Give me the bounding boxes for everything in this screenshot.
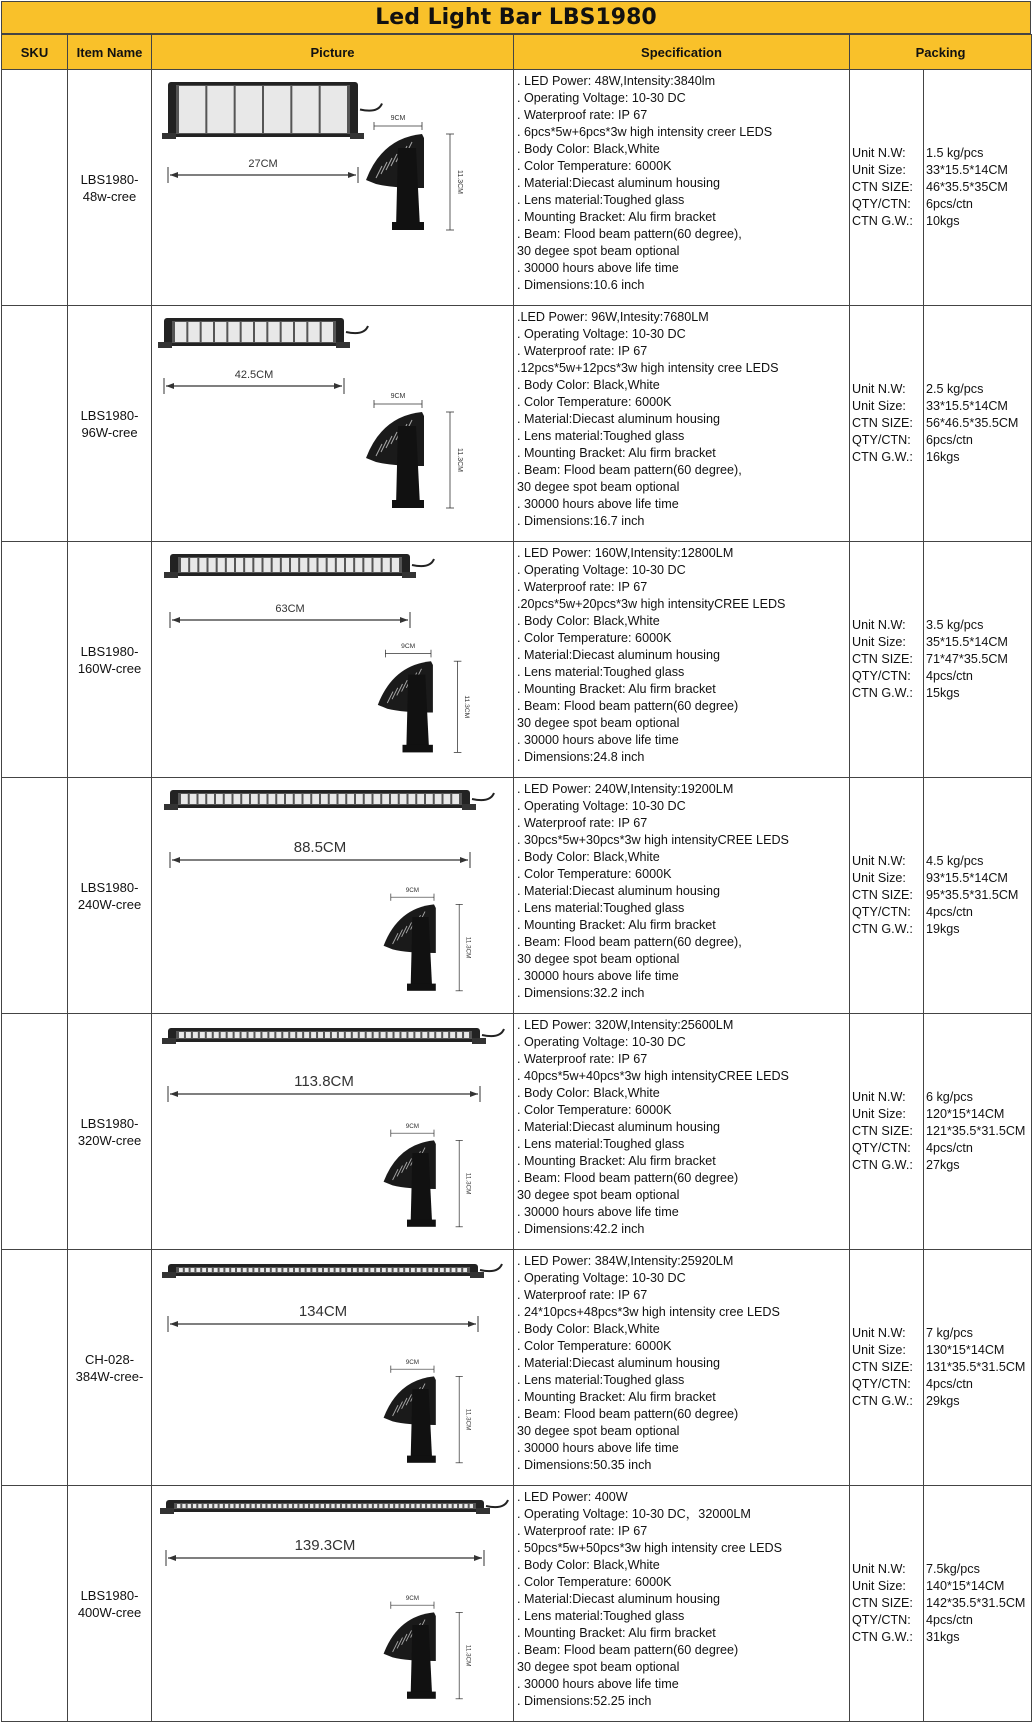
length-label: 63CM (275, 603, 305, 615)
picture-cell (152, 542, 514, 778)
spec-line: . Operating Voltage: 10-30 DC (517, 799, 686, 813)
spec-line: .20pcs*5w+20pcs*3w high intensityCREE LEDS (517, 597, 786, 611)
spec-line: . Dimensions:32.2 inch (517, 986, 645, 1000)
packing-label: CTN SIZE: (852, 652, 913, 666)
item-name-line: 48w-cree (82, 188, 137, 204)
packing-value: 16kgs (926, 450, 960, 464)
spec-line: . Dimensions:16.7 inch (517, 514, 645, 528)
spec-line: .LED Power: 96W,Intesity:7680LM (517, 310, 709, 324)
bracket-side-view-icon (384, 1359, 472, 1463)
header-specification: Specification (514, 35, 850, 70)
spec-line: . 24*10pcs+48pcs*3w high intensity cree LEDS (517, 1305, 780, 1319)
spec-line: . Operating Voltage: 10-30 DC，32000LM (517, 1507, 751, 1521)
packing-value: 56*46.5*35.5CM (926, 416, 1019, 430)
packing-label: Unit N.W: (852, 854, 906, 868)
packing-label: CTN G.W.: (852, 922, 913, 936)
packing-value: 46*35.5*35CM (926, 180, 1008, 194)
table-row (2, 1486, 1032, 1722)
spec-line: 30 degee spot beam optional (517, 1188, 680, 1202)
packing-label: Unit Size: (852, 1107, 906, 1121)
spec-line: . Dimensions:52.25 inch (517, 1694, 652, 1708)
packing-label: CTN SIZE: (852, 888, 913, 902)
spec-line: . Beam: Flood beam pattern(60 degree), (517, 227, 742, 241)
spec-line: . Color Temperature: 6000K (517, 867, 672, 881)
packing-label: Unit N.W: (852, 1562, 906, 1576)
light-bar-drawing (152, 778, 512, 1008)
spec-line: . Operating Voltage: 10-30 DC (517, 327, 686, 341)
packing-label: Unit N.W: (852, 382, 906, 396)
bracket-height-label: 11.3CM (463, 695, 471, 719)
spec-line: . Beam: Flood beam pattern(60 degree), (517, 935, 742, 949)
item-name-cell (68, 778, 152, 1014)
sheet-title: Led Light Bar LBS1980 (1, 1, 1031, 34)
item-name-line: 240W-cree (77, 896, 142, 912)
light-bar-drawing (152, 1250, 512, 1480)
sku-cell (2, 1250, 68, 1486)
spec-line: 30 degee spot beam optional (517, 1424, 680, 1438)
packing-value: 93*15.5*14CM (926, 871, 1008, 885)
item-name-cell (68, 1486, 152, 1722)
bracket-width-label: 9CM (405, 886, 420, 894)
picture-cell (152, 70, 514, 306)
spec-line: . Color Temperature: 6000K (517, 1103, 672, 1117)
specification-cell (514, 542, 850, 778)
bracket-side-view-icon (378, 643, 470, 753)
length-dimension (166, 1537, 484, 1566)
spec-line: . Beam: Flood beam pattern(60 degree) (517, 1407, 739, 1421)
item-name-line: 96W-cree (81, 424, 138, 440)
packing-labels-cell (850, 1250, 924, 1486)
spec-line: . Material:Diecast aluminum housing (517, 1356, 720, 1370)
spec-line: . LED Power: 400W (517, 1490, 628, 1504)
spec-line: . Operating Voltage: 10-30 DC (517, 1035, 686, 1049)
packing-value: 120*15*14CM (926, 1107, 1005, 1121)
light-bar-icon (164, 790, 494, 810)
light-bar-icon (158, 318, 368, 348)
packing-value: 3.5 kg/pcs (926, 618, 984, 632)
header-packing: Packing (850, 35, 1032, 70)
length-dimension (168, 1073, 480, 1102)
light-bar-icon (162, 1264, 502, 1278)
spec-line: . 30000 hours above life time (517, 497, 679, 511)
item-name-line: 320W-cree (77, 1132, 142, 1148)
item-name-line: LBS1980- (80, 1115, 139, 1131)
spec-line: . 30pcs*5w+30pcs*3w high intensityCREE LEDS (517, 833, 789, 847)
spec-line: . Material:Diecast aluminum housing (517, 412, 720, 426)
packing-value: 10kgs (926, 214, 960, 228)
item-name-cell (68, 306, 152, 542)
spec-line: . Waterproof rate: IP 67 (517, 816, 648, 830)
spec-line: . Mounting Bracket: Alu firm bracket (517, 1626, 716, 1640)
packing-values-cell (924, 306, 1032, 542)
spec-line: . Waterproof rate: IP 67 (517, 344, 648, 358)
packing-label: CTN SIZE: (852, 180, 913, 194)
length-label: 42.5CM (234, 369, 274, 381)
bracket-height-label: 11.3CM (464, 1644, 472, 1667)
packing-labels-cell (850, 306, 924, 542)
spec-line: . Color Temperature: 6000K (517, 1575, 672, 1589)
bracket-side-view-icon (384, 1595, 472, 1699)
spec-line: . LED Power: 384W,Intensity:25920LM (517, 1254, 734, 1268)
spec-line: . Lens material:Toughed glass (517, 665, 685, 679)
bracket-width-label: 9CM (390, 393, 406, 400)
spec-line: . 30000 hours above life time (517, 261, 679, 275)
spec-line: . Material:Diecast aluminum housing (517, 884, 720, 898)
sku-cell (2, 1014, 68, 1250)
bracket-height-label: 11.3CM (456, 448, 463, 472)
spec-line: 30 degee spot beam optional (517, 480, 680, 494)
packing-values-cell (924, 70, 1032, 306)
packing-label: Unit Size: (852, 635, 906, 649)
picture-cell (152, 1486, 514, 1722)
spec-line: . Body Color: Black,White (517, 142, 660, 156)
spec-line: . 30000 hours above life time (517, 1677, 679, 1691)
packing-value: 140*15*14CM (926, 1579, 1005, 1593)
spec-line: . LED Power: 320W,Intensity:25600LM (517, 1018, 734, 1032)
spec-line: . Waterproof rate: IP 67 (517, 1052, 648, 1066)
length-label: 113.8CM (294, 1073, 354, 1090)
item-name-line: LBS1980- (80, 407, 139, 423)
packing-label: Unit Size: (852, 1343, 906, 1357)
packing-label: CTN SIZE: (852, 1360, 913, 1374)
packing-label: QTY/CTN: (852, 197, 911, 211)
packing-label: QTY/CTN: (852, 1141, 911, 1155)
packing-value: 29kgs (926, 1394, 960, 1408)
packing-value: 4pcs/ctn (926, 905, 973, 919)
spec-line: . Beam: Flood beam pattern(60 degree) (517, 1643, 739, 1657)
packing-label: CTN G.W.: (852, 450, 913, 464)
spec-line: . Mounting Bracket: Alu firm bracket (517, 1154, 716, 1168)
spec-line: . Body Color: Black,White (517, 1086, 660, 1100)
bracket-height-label: 11.3CM (464, 936, 472, 959)
spec-line: . Color Temperature: 6000K (517, 1339, 672, 1353)
bracket-height-label: 11.3CM (464, 1172, 472, 1195)
item-name-line: LBS1980- (80, 171, 139, 187)
spec-line: . 30000 hours above life time (517, 1205, 679, 1219)
spec-line: . Beam: Flood beam pattern(60 degree) (517, 699, 739, 713)
packing-value: 35*15.5*14CM (926, 635, 1008, 649)
spec-line: . Material:Diecast aluminum housing (517, 648, 720, 662)
packing-label: CTN G.W.: (852, 1630, 913, 1644)
packing-label: CTN G.W.: (852, 1394, 913, 1408)
spec-line: 30 degee spot beam optional (517, 716, 680, 730)
packing-label: QTY/CTN: (852, 905, 911, 919)
spec-line: . LED Power: 48W,Intensity:3840lm (517, 74, 716, 88)
spec-line: . Lens material:Toughed glass (517, 429, 685, 443)
bracket-side-view-icon (384, 887, 472, 991)
packing-value: 130*15*14CM (926, 1343, 1005, 1357)
packing-label: Unit N.W: (852, 1326, 906, 1340)
bracket-width-label: 9CM (405, 1594, 420, 1602)
bracket-side-view-icon (366, 393, 463, 508)
packing-label: CTN SIZE: (852, 1124, 913, 1138)
item-name-cell (68, 1250, 152, 1486)
packing-values-cell (924, 778, 1032, 1014)
spec-line: . Material:Diecast aluminum housing (517, 1120, 720, 1134)
spec-line: . Dimensions:24.8 inch (517, 750, 645, 764)
spec-line: . Operating Voltage: 10-30 DC (517, 563, 686, 577)
table-row (2, 1250, 1032, 1486)
spec-line: . Mounting Bracket: Alu firm bracket (517, 446, 716, 460)
packing-value: 121*35.5*31.5CM (926, 1124, 1026, 1138)
spec-line: . Color Temperature: 6000K (517, 159, 672, 173)
packing-value: 4pcs/ctn (926, 1141, 973, 1155)
product-table (1, 34, 1032, 1722)
packing-label: QTY/CTN: (852, 1377, 911, 1391)
bracket-height-label: 11.3CM (464, 1408, 472, 1431)
bracket-width-label: 9CM (405, 1122, 420, 1130)
packing-value: 27kgs (926, 1158, 960, 1172)
packing-value: 7.5kg/pcs (926, 1562, 980, 1576)
packing-value: 6pcs/ctn (926, 433, 973, 447)
light-bar-drawing (152, 306, 512, 536)
spec-line: . 40pcs*5w+40pcs*3w high intensityCREE LEDS (517, 1069, 789, 1083)
packing-label: Unit Size: (852, 1579, 906, 1593)
packing-label: Unit Size: (852, 163, 906, 177)
light-bar-drawing (152, 1486, 512, 1716)
length-dimension (168, 1303, 478, 1332)
specification-cell (514, 1486, 850, 1722)
packing-label: QTY/CTN: (852, 669, 911, 683)
packing-labels-cell (850, 70, 924, 306)
spec-line: . Lens material:Toughed glass (517, 901, 685, 915)
picture-cell (152, 1250, 514, 1486)
light-bar-drawing (152, 70, 512, 300)
packing-label: Unit Size: (852, 399, 906, 413)
packing-value: 4pcs/ctn (926, 1613, 973, 1627)
packing-value: 6pcs/ctn (926, 197, 973, 211)
spec-line: . Body Color: Black,White (517, 378, 660, 392)
packing-value: 4pcs/ctn (926, 1377, 973, 1391)
table-row (2, 1014, 1032, 1250)
table-row (2, 306, 1032, 542)
packing-labels-cell (850, 1486, 924, 1722)
bracket-side-view-icon (384, 1123, 472, 1227)
spec-line: . Body Color: Black,White (517, 1558, 660, 1572)
spec-line: . Waterproof rate: IP 67 (517, 580, 648, 594)
packing-label: CTN G.W.: (852, 1158, 913, 1172)
header-item-name: Item Name (68, 35, 152, 70)
spec-line: . LED Power: 240W,Intensity:19200LM (517, 782, 734, 796)
header-picture: Picture (152, 35, 514, 70)
picture-cell (152, 1014, 514, 1250)
packing-value: 131*35.5*31.5CM (926, 1360, 1026, 1374)
spec-line: . Beam: Flood beam pattern(60 degree), (517, 463, 742, 477)
packing-label: CTN G.W.: (852, 214, 913, 228)
spec-line: . Color Temperature: 6000K (517, 631, 672, 645)
sku-cell (2, 778, 68, 1014)
picture-cell (152, 306, 514, 542)
sku-cell (2, 306, 68, 542)
spec-line: . Waterproof rate: IP 67 (517, 1524, 648, 1538)
spec-line: . Waterproof rate: IP 67 (517, 108, 648, 122)
length-label: 139.3CM (294, 1537, 356, 1554)
spec-line: 30 degee spot beam optional (517, 1660, 680, 1674)
light-bar-drawing (152, 1014, 512, 1244)
spec-line: . Lens material:Toughed glass (517, 1609, 685, 1623)
spec-line: . Dimensions:50.35 inch (517, 1458, 652, 1472)
packing-label: Unit N.W: (852, 618, 906, 632)
bracket-width-label: 9CM (405, 1358, 420, 1366)
packing-value: 6 kg/pcs (926, 1090, 973, 1104)
item-name-cell (68, 1014, 152, 1250)
length-dimension (164, 369, 344, 394)
spec-line: . 30000 hours above life time (517, 733, 679, 747)
packing-label: Unit N.W: (852, 146, 906, 160)
packing-values-cell (924, 542, 1032, 778)
packing-label: QTY/CTN: (852, 433, 911, 447)
spec-line: . Mounting Bracket: Alu firm bracket (517, 210, 716, 224)
packing-value: 71*47*35.5CM (926, 652, 1008, 666)
spec-line: . 6pcs*5w+6pcs*3w high intensity creer LEDS (517, 125, 773, 139)
table-row (2, 542, 1032, 778)
spec-line: . Dimensions:10.6 inch (517, 278, 645, 292)
spec-line: 30 degee spot beam optional (517, 244, 680, 258)
specification-cell (514, 1014, 850, 1250)
item-name-cell (68, 542, 152, 778)
specification-cell (514, 70, 850, 306)
packing-labels-cell (850, 1014, 924, 1250)
packing-value: 4pcs/ctn (926, 669, 973, 683)
picture-cell (152, 778, 514, 1014)
spec-line: . Operating Voltage: 10-30 DC (517, 91, 686, 105)
spec-line: . Body Color: Black,White (517, 1322, 660, 1336)
spec-line: . Operating Voltage: 10-30 DC (517, 1271, 686, 1285)
item-name-line: CH-028- (84, 1351, 135, 1367)
packing-label: Unit Size: (852, 871, 906, 885)
spec-line: . Material:Diecast aluminum housing (517, 176, 720, 190)
spec-line: . Lens material:Toughed glass (517, 1373, 685, 1387)
packing-value: 142*35.5*31.5CM (926, 1596, 1026, 1610)
packing-label: CTN G.W.: (852, 686, 913, 700)
table-row (2, 70, 1032, 306)
packing-labels-cell (850, 778, 924, 1014)
packing-label: CTN SIZE: (852, 1596, 913, 1610)
length-label: 88.5CM (293, 839, 347, 856)
bracket-height-label: 11.3CM (456, 170, 463, 194)
spec-line: . Mounting Bracket: Alu firm bracket (517, 918, 716, 932)
spec-line: . LED Power: 160W,Intensity:12800LM (517, 546, 734, 560)
packing-value: 31kgs (926, 1630, 960, 1644)
length-dimension (168, 158, 358, 183)
sku-cell (2, 542, 68, 778)
length-dimension (170, 839, 470, 868)
spec-line: . Mounting Bracket: Alu firm bracket (517, 1390, 716, 1404)
sku-cell (2, 1486, 68, 1722)
item-name-line: LBS1980- (80, 1587, 139, 1603)
packing-value: 15kgs (926, 686, 960, 700)
packing-value: 4.5 kg/pcs (926, 854, 984, 868)
spec-line: 30 degee spot beam optional (517, 952, 680, 966)
light-bar-drawing (152, 542, 512, 772)
packing-value: 33*15.5*14CM (926, 399, 1008, 413)
bracket-width-label: 9CM (390, 115, 406, 122)
specification-cell (514, 306, 850, 542)
light-bar-icon (162, 1028, 504, 1044)
item-name-line: LBS1980- (80, 643, 139, 659)
sku-cell (2, 70, 68, 306)
packing-value: 1.5 kg/pcs (926, 146, 984, 160)
packing-value: 19kgs (926, 922, 960, 936)
table-row (2, 778, 1032, 1014)
packing-label: Unit N.W: (852, 1090, 906, 1104)
spec-line: . Lens material:Toughed glass (517, 193, 685, 207)
spec-line: .12pcs*5w+12pcs*3w high intensity cree LEDS (517, 361, 779, 375)
packing-values-cell (924, 1486, 1032, 1722)
spec-line: . Body Color: Black,White (517, 614, 660, 628)
packing-value: 7 kg/pcs (926, 1326, 973, 1340)
packing-label: QTY/CTN: (852, 1613, 911, 1627)
spec-line: . 30000 hours above life time (517, 969, 679, 983)
spec-line: . Material:Diecast aluminum housing (517, 1592, 720, 1606)
item-name-line: 400W-cree (77, 1604, 142, 1620)
spec-line: . Beam: Flood beam pattern(60 degree) (517, 1171, 739, 1185)
item-name-line: 160W-cree (77, 660, 142, 676)
item-name-cell (68, 70, 152, 306)
light-bar-icon (162, 82, 382, 139)
header-sku: SKU (2, 35, 68, 70)
spec-line: . Waterproof rate: IP 67 (517, 1288, 648, 1302)
packing-value: 33*15.5*14CM (926, 163, 1008, 177)
spec-line: . Mounting Bracket: Alu firm bracket (517, 682, 716, 696)
packing-value: 2.5 kg/pcs (926, 382, 984, 396)
packing-label: CTN SIZE: (852, 416, 913, 430)
bracket-side-view-icon (366, 115, 463, 230)
light-bar-icon (164, 554, 434, 578)
item-name-line: LBS1980- (80, 879, 139, 895)
spec-line: . Color Temperature: 6000K (517, 395, 672, 409)
specification-cell (514, 1250, 850, 1486)
specification-cell (514, 778, 850, 1014)
spec-line: . Body Color: Black,White (517, 850, 660, 864)
length-label: 134CM (298, 1303, 348, 1320)
length-label: 27CM (248, 158, 278, 170)
spec-line: . 30000 hours above life time (517, 1441, 679, 1455)
packing-labels-cell (850, 542, 924, 778)
item-name-line: 384W-cree- (75, 1368, 144, 1384)
packing-values-cell (924, 1250, 1032, 1486)
spec-line: . Lens material:Toughed glass (517, 1137, 685, 1151)
light-bar-icon (160, 1500, 508, 1514)
bracket-width-label: 9CM (401, 642, 416, 650)
packing-value: 95*35.5*31.5CM (926, 888, 1019, 902)
packing-values-cell (924, 1014, 1032, 1250)
length-dimension (170, 603, 410, 628)
spec-line: . Dimensions:42.2 inch (517, 1222, 645, 1236)
spec-line: . 50pcs*5w+50pcs*3w high intensity cree LEDS (517, 1541, 782, 1555)
